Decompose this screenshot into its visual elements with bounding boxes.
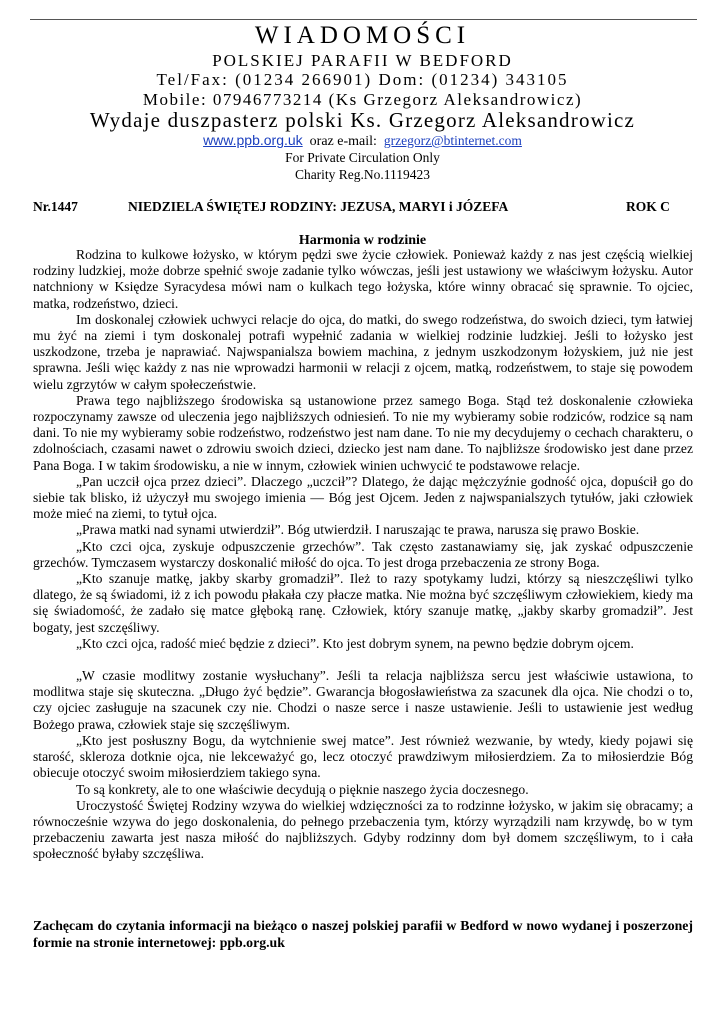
article-paragraph: „Kto czci ojca, radość mieć będzie z dzieci”. Kto jest dobrym synem, na pewno będzie dobrym ojcem.: [76, 635, 634, 651]
article-paragraph: Prawa tego najbliższego środowiska są ustanowione przez samego Boga. Stąd też doskonalenie człowieka rozpoczynamy zawsze od uleczenia jego najbliższych odniesień. To nie my wybieramy sobie rodziców, rodzice są nam dani. To nie my wybieramy sobie rodzeństwo, rodzeństwo jest nam dane. To nie my decydujemy o cechach charakteru, o zdolnościach, czasami nawet o zdrowiu swoich dzieci, dziecko jest nam dane. To najbliższe środowisko jest dane przez Pana Boga. I w takim środowisku, a nie w innym, człowiek winien uchwycić te podstawowe relacje.: [33, 392, 693, 473]
article-paragraph: „Prawa matki nad synami utwierdził”. Bóg utwierdził. I naruszając te prawa, narusza się prawo Boskie.: [76, 522, 640, 538]
top-rule: [30, 19, 697, 20]
article-title: Harmonia w rodzinie: [298, 233, 427, 248]
article-paragraph: „Kto szanuje matkę, jakby skarby gromadził”. Ileż to razy spotykamy ludzi, którzy są nieszczęśliwi tylko dlatego, że są świadomi, iż z ich powodu płakała czy płacze matka. Nie można być szczęśliwym człowiekiem, kiedy ma się świadomość, że zadało się matce głęboką ranę. Człowiek, który szanuje matkę, „jakby skarby gromadził”. Jest bogaty, jest szczęśliwy.: [33, 571, 693, 635]
article-paragraph: To są konkrety, ale to one właściwie decydują o pięknie naszego życia doczesnego.: [76, 781, 529, 797]
article-paragraph: „Kto czci ojca, zyskuje odpuszczenie grzechów”. Tak często zastanawiamy się, jak zyskać odpuszczenie grzechów. Tymczasem wystarczy doskonalić miłość do ojca. To jest droga przebaczenia ze strony Boga.: [33, 538, 693, 570]
masthead-subtitle: POLSKIEJ PARAFII W BEDFORD: [212, 51, 513, 70]
masthead-title: WIADOMOŚCI: [254, 22, 471, 49]
website-link[interactable]: www.ppb.org.uk: [203, 132, 303, 148]
article-paragraph: „Kto jest posłuszny Bogu, da wytchnienie swej matce”. Jest również wezwanie, by wtedy, kiedy pojawi się starość, skleroza dotknie ojca, nie lekceważyć go, lecz otoczyć prawdziwym miłosierdziem. Za to miłosierdzie Bóg obiecuje otoczyć swoim miłosierdziem takiego syna.: [33, 732, 693, 781]
article-paragraph: „Pan uczcił ojca przez dzieci”. Dlaczego „uczcił”? Dlatego, że dając mężczyźnie godność ojca, dopuścił go do siebie tak blisko, iż użyczył mu swojego imienia — Bóg jest Ojcem. Jeden z najwspanialszych tytułów, jaki człowiek może mieć na ziemi, to tytuł ojca.: [33, 473, 693, 522]
article-body: [33, 247, 693, 863]
liturgical-year: ROK C: [626, 199, 670, 214]
publisher-line: Wydaje duszpasterz polski Ks. Grzegorz Aleksandrowicz: [89, 108, 636, 132]
issue-title: NIEDZIELA ŚWIĘTEJ RODZINY: JEZUSA, MARYI i JÓZEFA: [128, 199, 509, 214]
article-paragraph: Uroczystość Świętej Rodziny wzywa do wielkiej wdzięczności za to rodzinne łożysko, w jakim się obracamy; a równocześnie wzywa do jego doskonalenia, do pełnego przebaczenia tym, którzy wyrządzili nam krzywdę, bo w tym przebaczeniu zawarta jest nasza miłość do najbliższych. Gdyby rodzinny dom był domem szczęśliwym, to i cała społeczność byłaby szczęśliwa.: [33, 797, 693, 862]
article-paragraph: „W czasie modlitwy zostanie wysłuchany”. Jeśli ta relacja najbliższa sercu jest właściwie ustawiona, to modlitwa staje się skuteczna. „Długo żyć będzie”. Gwarancja błogosławieństwa za szacunek dla ojca. Nie chodzi o to, czy ojciec zasługuje na szacunek czy nie. Chodzi o nasze serce i nasze ustawienie. Jeśli to ustawienie jest według Bożego prawa, człowiek staje się szczęśliwym.: [33, 668, 693, 732]
website-announcement: Zachęcam do czytania informacji na bieżąco o naszej polskiej parafii w Bedford w nowo wydanej i poszerzonej formie na stronie internetowej: ppb.org.uk: [33, 918, 693, 950]
web-contact-line: [0, 132, 725, 150]
contact-phone: Tel/Fax: (01234 266901) Dom: (01234) 343105: [156, 70, 569, 89]
charity-number: Charity Reg.No.1119423: [294, 167, 431, 182]
article-paragraph: Rodzina to kulkowe łożysko, w którym pędzi swe życie człowiek. Ponieważ każdy z nas jest częścią wielkiej rodziny ludzkiej, może dobrze spełnić swoje zadanie tylko wówczas, jeśli jest ustawiony we właściwym łożysku. Autor natchniony w Księdze Syracydesa mówi nam o kulkach tego łożyska, które winny obracać się sprawnie. To ojciec, matka, rodzeństwo, dzieci.: [33, 247, 693, 311]
email-intro: oraz e-mail:: [309, 134, 377, 149]
issue-line: [0, 199, 725, 217]
issue-number: Nr.1447: [33, 199, 78, 214]
article-paragraph: Im doskonalej człowiek uchwyci relacje do ojca, do matki, do swego rodzeństwa, do swoich dzieci, tym łatwiej mu żyć na ziemi i tym doskonalej potrafi wypełnić zadania w wielkiej rodzinie ludzkiej. Jeśli to łożysko jest uszkodzone, trzeba je naprawiać. Najwspanialsza bowiem machina, z jednym uszkodzonym łożyskiem, już nie jest sprawna. Jeśli więc każdy z nas nie wprowadzi harmonii w relacji z ojcem, matką, rodzeństwem, to staje się powodem wielu zgrzytów w całym społeczeństwie.: [33, 311, 693, 392]
email-link[interactable]: grzegorz@btinternet.com: [383, 133, 522, 148]
contact-mobile: Mobile: 07946773214 (Ks Grzegorz Aleksandrowicz): [142, 90, 583, 109]
private-circulation-note: For Private Circulation Only: [285, 150, 440, 165]
